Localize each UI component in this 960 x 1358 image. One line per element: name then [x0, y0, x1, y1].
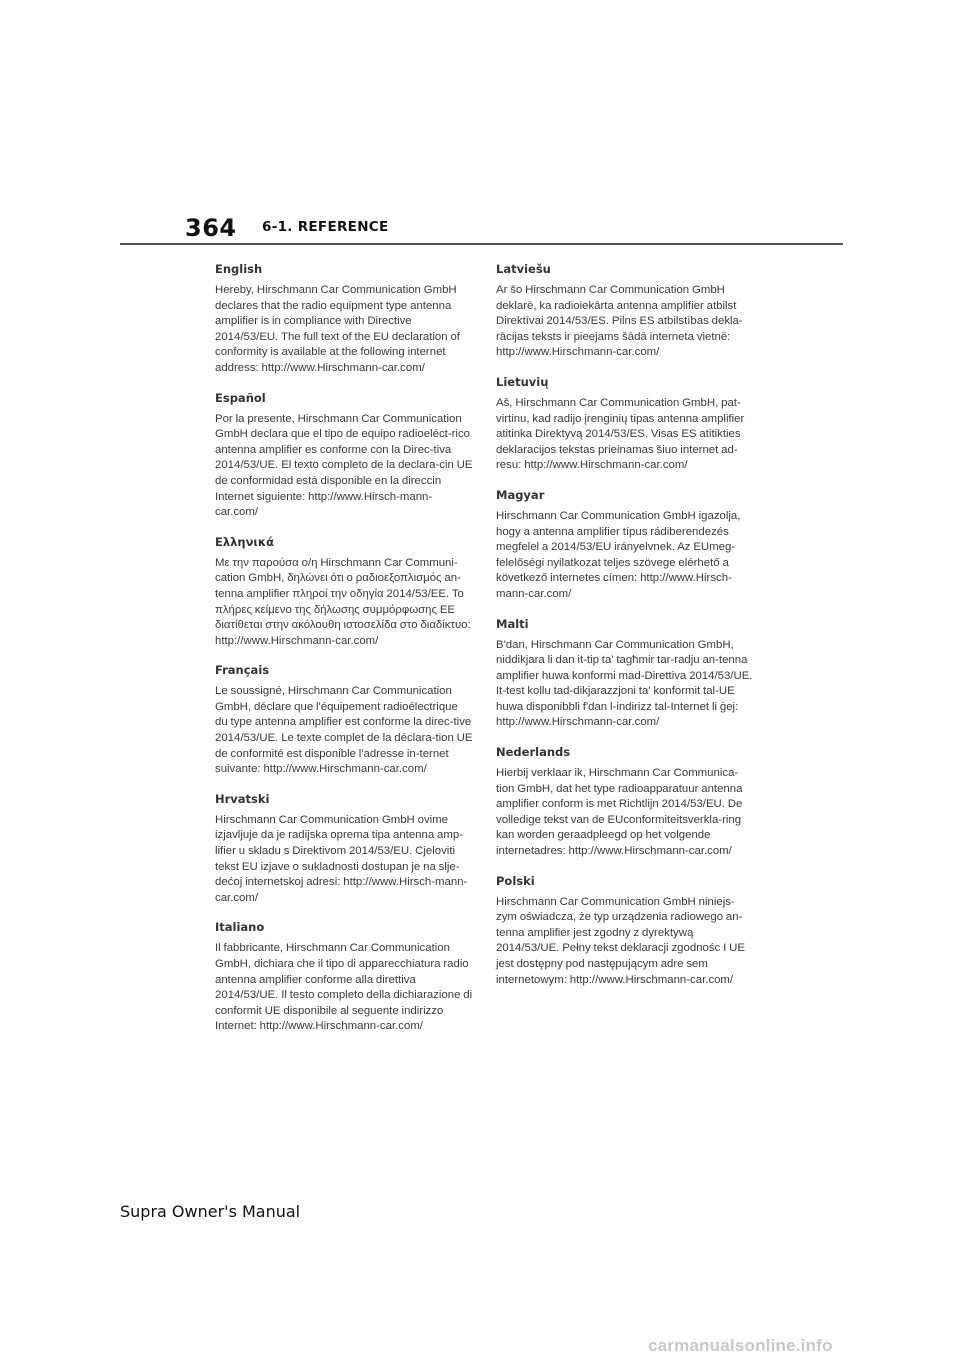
lang-heading: Français	[215, 663, 270, 678]
right-column	[496, 262, 754, 1002]
left-column	[215, 262, 473, 1049]
lang-heading: Nederlands	[496, 745, 571, 760]
lang-body: Ar šo Hirschmann Car Communication GmbH deklarē, ka radioiekārta antenna amplifier atbilst Direktīvai 2014/53/ES. Pilns ES atbilstības dekla-rācijas teksts ir pieejams šādā interneta vietnē: http://www.Hirschmann-car.com/	[496, 284, 743, 359]
lang-heading: Hrvatski	[215, 791, 270, 806]
lang-body: Hirschmann Car Communication GmbH ovime izjavljuje da je radijska oprema tipa antenna amp-lifier u skladu s Direktivom 2014/53/EU. Cjeloviti tekst EU izjave o sukladnosti dostupan je na slje-dećoj internetskoj adresi: http://www.Hirsch-mann-car.com/	[215, 813, 468, 904]
lang-body: Hirschmann Car Communication GmbH niniejs-zym oświadcza, że typ urządzenia radiowego an-tenna amplifier jest zgodny z dyrektywą 2014/53/UE. Pełny tekst deklaracji zgodnośc I UE jest dostępny pod następującym adre sem internetowym: http://www.Hirschmann-car.com/	[496, 895, 745, 986]
lang-section-nederlands	[496, 745, 754, 860]
lang-section-english	[215, 262, 473, 377]
lang-body: Hereby, Hirschmann Car Communication GmbH declares that the radio equipment type antenna amplifier is in compliance with Directive 2014/53/EU. The full text of the EU declaration of conformity is available at the following internet address: http://www.Hirschmann-car.com/	[215, 284, 460, 374]
lang-body: Με την παρούσα ο/η Hirschmann Car Communi-cation GmbH, δηλώνει ότι ο ραδιοεξοπλισμός an-tenna amplifier πληροί την οδηγία 2014/53/ΕΕ. Το πλήρες κείμενο της δήλωσης συμμόρφωσης ΕΕ διατίθεται στην ακόλουθη ιστοσελίδα στο διαδίκτυο: http://www.Hirschmann-car.com/	[215, 556, 471, 647]
section-title: 6-1. REFERENCE	[262, 219, 389, 235]
lang-heading: Latviešu	[496, 262, 551, 276]
lang-body: B'dan, Hirschmann Car Communication GmbH, niddikjara li dan it-tip ta' tagħmir tar-radju an-tenna amplifier huwa konformi mad-Direttiva 2014/53/UE. It-test kollu tad-dikjarazzjoni ta' konformit tal-UE huwa disponibbli f'dan l-indirizz tal-Internet li ġej: http://www.Hirschmann-car.com/	[496, 638, 753, 729]
lang-body: Por la presente, Hirschmann Car Communication GmbH declara que el tipo de equipo radioeléct-rico antenna amplifier es conforme con la Direc-tiva 2014/53/UE. El texto completo de la declara-cin UE de conformidad está disponible en la direccin Internet siguiente: http://www.Hirsch-mann-car.com/	[215, 412, 473, 519]
lang-body: Hirschmann Car Communication GmbH igazolja, hogy a antenna amplifier típus rádiberendezés megfelel a 2014/53/EU irányelvnek. Az EUmeg-felelőségi nyilatkozat teljes szövege elérhető a következő internetes címen: http://www.Hirsch-mann-car.com/	[496, 509, 741, 600]
lang-section-italiano	[215, 920, 473, 1035]
lang-heading: Ελληνικά	[215, 534, 274, 549]
lang-heading: Lietuvių	[496, 374, 549, 389]
lang-body: Le soussigné, Hirschmann Car Communication GmbH, déclare que l'équipement radioélectrique du type antenna amplifier est conforme la direc-tive 2014/53/UE. Le texte complet de la déclara-tion UE de conformité est disponible l'adresse in-ternet suivante: http://www.Hirschmann-car.com/	[215, 685, 473, 776]
lang-section-francais	[215, 663, 473, 778]
manual-title: Supra Owner's Manual	[120, 1202, 301, 1221]
lang-section-malti	[496, 617, 754, 732]
lang-heading: Polski	[496, 873, 535, 888]
lang-section-hrvatski	[215, 792, 473, 907]
lang-section-lietuviu	[496, 375, 754, 474]
lang-section-magyar	[496, 488, 754, 603]
lang-heading: English	[215, 262, 263, 276]
lang-heading: Español	[215, 390, 266, 405]
lang-section-polski	[496, 874, 754, 989]
lang-heading: Magyar	[496, 487, 545, 502]
lang-body: Hierbij verklaar ik, Hirschmann Car Communica-tion GmbH, dat het type radioapparatuur antenna amplifier conform is met Richtlijn 2014/53/EU. De volledige tekst van de EUconformiteitsverkla-ring kan worden geraadpleegd op het volgende internetadres: http://www.Hirschmann-car.com/	[496, 767, 743, 858]
lang-section-espanol	[215, 391, 473, 521]
lang-heading: Italiano	[215, 920, 265, 935]
lang-heading: Malti	[496, 616, 529, 631]
lang-section-greek	[215, 535, 473, 650]
page-number: 364	[185, 214, 237, 242]
watermark: carmanualsonline.info	[648, 1336, 833, 1355]
header-divider	[120, 243, 843, 245]
lang-body: Aš, Hirschmann Car Communication GmbH, pat-virtinu, kad radijo įrenginių tipas antenna amplifier atitinka Direktyvą 2014/53/ES. Visas ES atitikties deklaracijos tekstas prieinamas šiuo internet ad-resu: http://www.Hirschmann-car.com/	[496, 396, 745, 472]
lang-section-latviesu	[496, 262, 754, 361]
lang-body: Il fabbricante, Hirschmann Car Communication GmbH, dichiara che il tipo di apparecchiatura radio antenna amplifier conforme alla direttiva 2014/53/UE. Il testo completo della dichiarazione di conformit UE disponibile al seguente indirizzo Internet: http://www.Hirschmann-car.com/	[215, 942, 473, 1033]
